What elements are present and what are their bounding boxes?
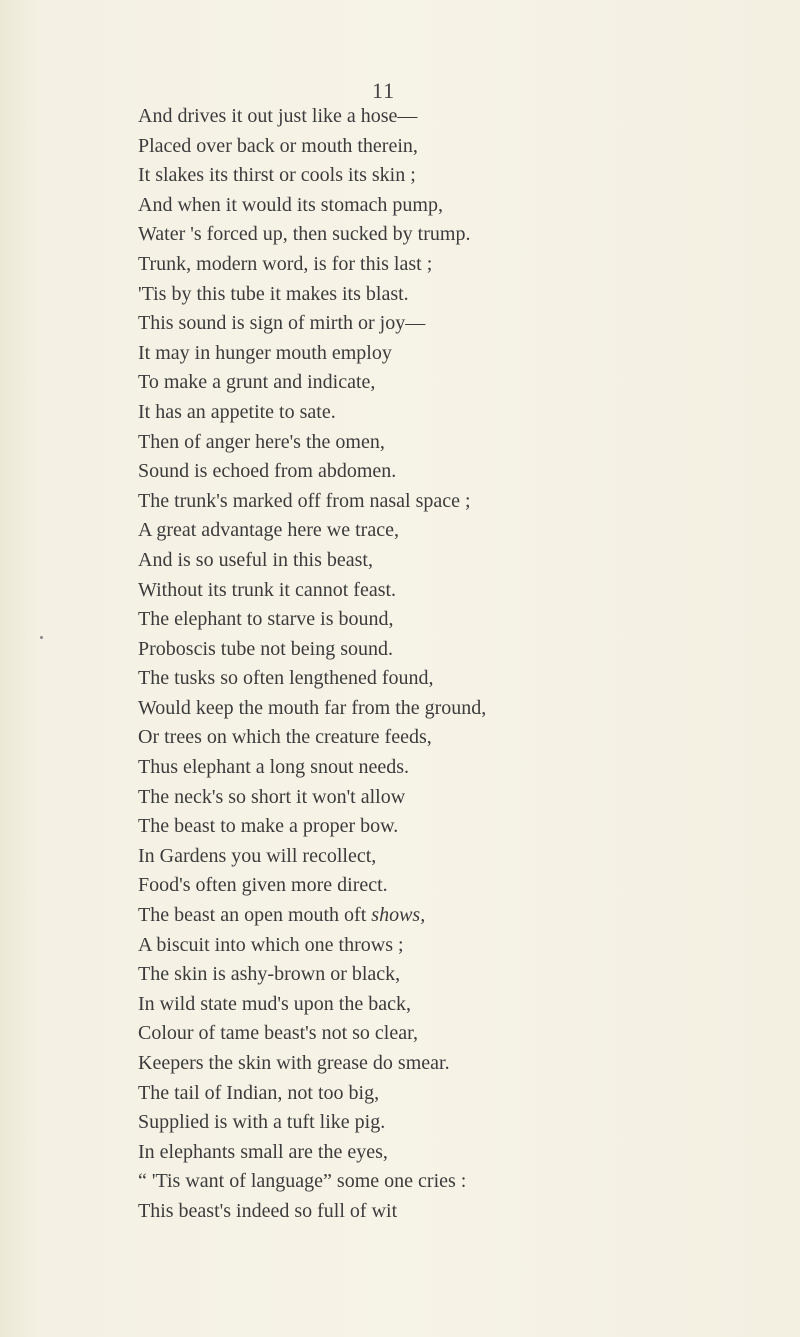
poem-line: Food's often given more direct. xyxy=(138,874,388,897)
poem-line: A great advantage here we trace, xyxy=(138,519,399,542)
poem-line: 'Tis by this tube it makes its blast. xyxy=(138,282,409,305)
poem-line: To make a grunt and indicate, xyxy=(138,371,376,394)
poem-line: Thus elephant a long snout needs. xyxy=(138,756,410,779)
poem-line: In elephants small are the eyes, xyxy=(138,1140,388,1163)
poem-line: It may in hunger mouth employ xyxy=(138,341,392,364)
poem-line: “ 'Tis want of language” some one cries : xyxy=(138,1170,467,1193)
poem-line: In Gardens you will recollect, xyxy=(138,844,377,867)
poem-line: In wild state mud's upon the back, xyxy=(138,992,411,1015)
poem-line: Water 's forced up, then sucked by trump. xyxy=(138,223,471,246)
poem-line: This beast's indeed so full of wit xyxy=(138,1199,398,1222)
poem-line: Would keep the mouth far from the ground, xyxy=(138,696,487,719)
poem-line: Proboscis tube not being sound. xyxy=(138,637,393,660)
poem-line: Colour of tame beast's not so clear, xyxy=(138,1022,418,1045)
poem-line: A biscuit into which one throws ; xyxy=(138,933,404,956)
poem-line: Sound is echoed from abdomen. xyxy=(138,460,397,483)
poem-line: Without its trunk it cannot feast. xyxy=(138,578,397,601)
poem-line-text: The beast an open mouth oft xyxy=(138,904,367,927)
poem-line xyxy=(138,901,793,931)
poem-line: Trunk, modern word, is for this last ; xyxy=(138,252,433,275)
poem-line: Placed over back or mouth therein, xyxy=(138,134,418,157)
poem-line: The tail of Indian, not too big, xyxy=(138,1081,380,1104)
poem-line: Keepers the skin with grease do smear. xyxy=(138,1052,450,1074)
poem-text xyxy=(138,102,793,1227)
poem-line: The beast to make a proper bow. xyxy=(138,815,399,838)
poem-line: Then of anger here's the omen, xyxy=(138,430,385,453)
poem-line: And drives it out just like a hose— xyxy=(138,105,418,127)
poem-line: Or trees on which the creature feeds, xyxy=(138,726,432,749)
poem-line: The elephant to starve is bound, xyxy=(138,608,394,631)
poem-line: The trunk's marked off from nasal space ; xyxy=(138,489,471,512)
page-number: 11 xyxy=(372,78,396,103)
poem-line: And when it would its stomach pump, xyxy=(138,193,443,216)
poem-line: This sound is sign of mirth or joy— xyxy=(138,312,426,335)
poem-line: It has an appetite to sate. xyxy=(138,400,336,423)
paper-speck xyxy=(40,636,43,639)
poem-line: The neck's so short it won't allow xyxy=(138,785,406,808)
poem-line: Supplied is with a tuft like pig. xyxy=(138,1111,386,1134)
poem-line: The skin is ashy-brown or black, xyxy=(138,963,401,986)
poem-italic-word: shows, xyxy=(371,904,426,927)
poem-line: It slakes its thirst or cools its skin ; xyxy=(138,164,416,187)
poem-line: The tusks so often lengthened found, xyxy=(138,667,434,690)
poem-line: And is so useful in this beast, xyxy=(138,548,373,571)
